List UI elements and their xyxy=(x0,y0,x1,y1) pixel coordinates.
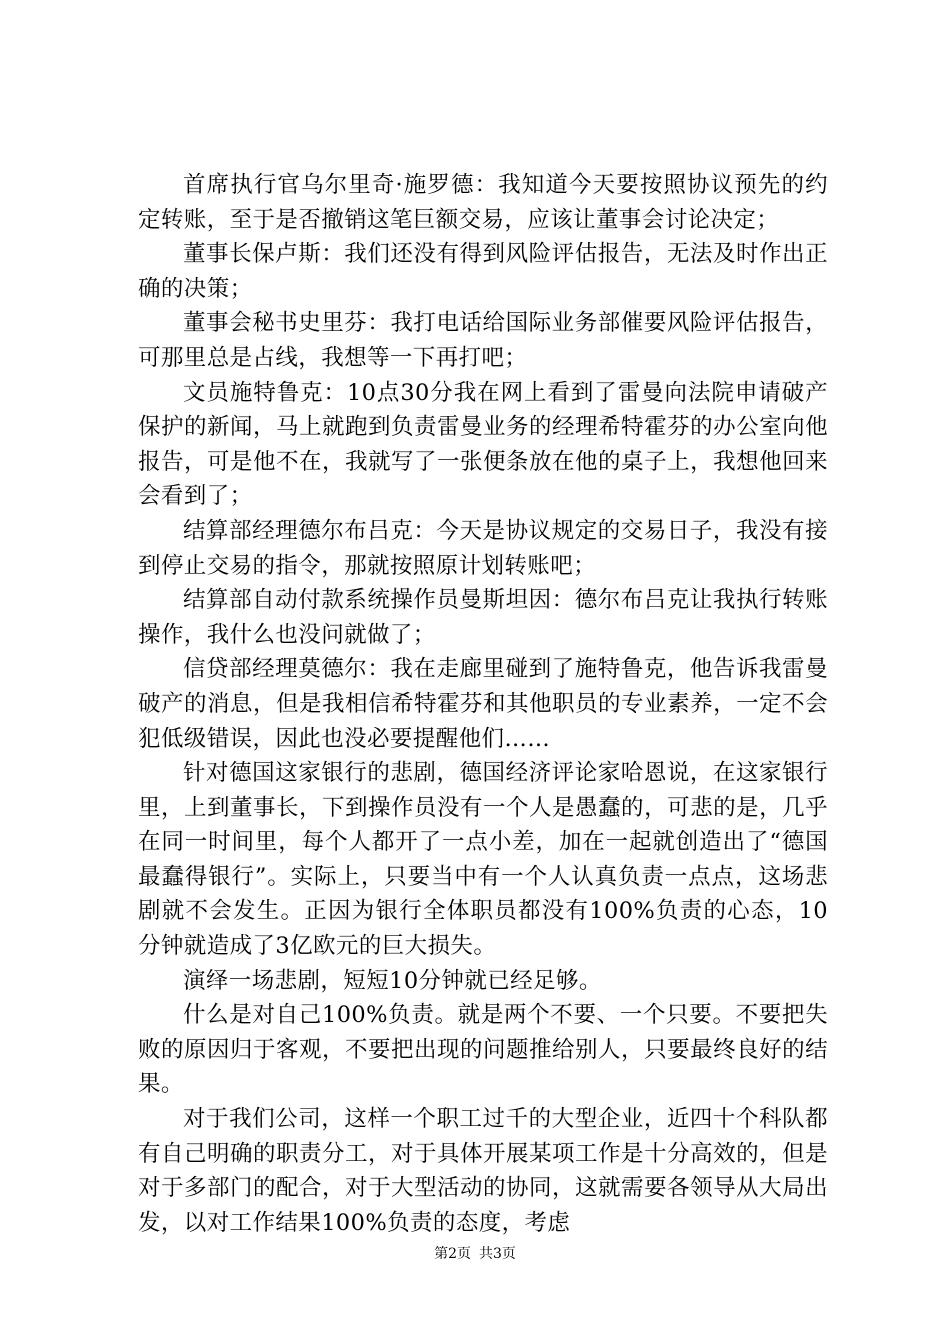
document-body xyxy=(138,168,828,1240)
paragraph: 针对德国这家银行的悲剧，德国经济评论家哈恩说，在这家银行里，上到董事长，下到操作员没有一个人是愚蠢的，可悲的是，几乎在同一时间里，每个人都开了一点小差，加在一起就创造出了“德国最蠢得银行”。实际上，只要当中有一个人认真负责一点点，这场悲剧就不会发生。正因为银行全体职员都没有100%负责的心态，10分钟就造成了3亿欧元的巨大损失。 xyxy=(138,760,828,960)
page-number: 第2页 xyxy=(434,1246,471,1262)
page-footer xyxy=(0,1244,950,1264)
page-total: 共3页 xyxy=(479,1246,516,1262)
paragraph: 结算部自动付款系统操作员曼斯坦因：德尔布吕克让我执行转账操作，我什么也没问就做了； xyxy=(138,587,828,648)
paragraph: 什么是对自己100%负责。就是两个不要、一个只要。不要把失败的原因归于客观，不要把出现的问题推给别人，只要最终良好的结果。 xyxy=(138,1002,828,1098)
paragraph: 演绎一场悲剧，短短10分钟就已经足够。 xyxy=(183,967,602,994)
paragraph: 结算部经理德尔布吕克：今天是协议规定的交易日子，我没有接到停止交易的指令，那就按照原计划转账吧； xyxy=(138,517,828,579)
paragraph: 董事会秘书史里芬：我打电话给国际业务部催要风险评估报告，可那里总是占线，我想等一下再打吧； xyxy=(138,310,828,371)
paragraph: 信贷部经理莫德尔：我在走廊里碰到了施特鲁克，他告诉我雷曼破产的消息，但是我相信希特霍芬和其他职员的专业素养，一定不会犯低级错误，因此也没必要提醒他们…… xyxy=(138,656,828,752)
paragraph: 对于我们公司，这样一个职工过千的大型企业，近四十个科队都有自己明确的职责分工，对于具体开展某项工作是十分高效的，但是对于多部门的配合，对于大型活动的协同，这就需要各领导从大局出发，以对工作结果100%负责的态度，考虑 xyxy=(138,1106,828,1236)
paragraph: 文员施特鲁克：10点30分我在网上看到了雷曼向法院申请破产保护的新闻，马上就跑到负责雷曼业务的经理希特霍芬的办公室向他报告，可是他不在，我就写了一张便条放在他的桌子上，我想他回来会看到了； xyxy=(138,379,828,510)
paragraph: 董事长保卢斯：我们还没有得到风险评估报告，无法及时作出正确的决策； xyxy=(138,241,828,302)
paragraph: 首席执行官乌尔里奇·施罗德：我知道今天要按照协议预先的约定转账，至于是否撤销这笔巨额交易，应该让董事会讨论决定； xyxy=(138,172,828,233)
